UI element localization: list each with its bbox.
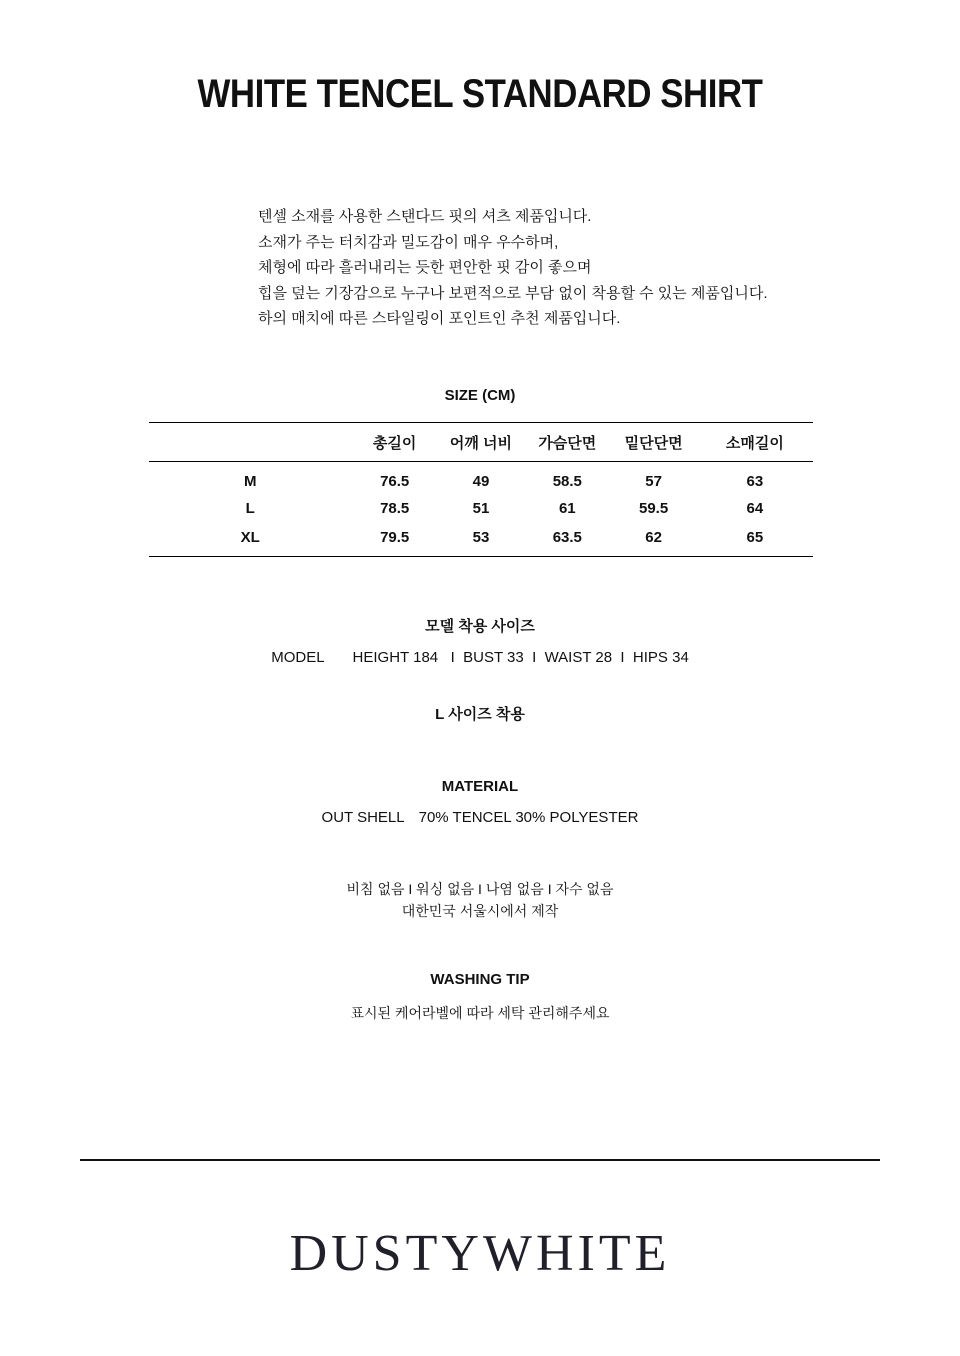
material-heading: MATERIAL — [441, 778, 519, 795]
description-line: 하의 매치에 따른 스타일링이 포인트인 추천 제품입니다. — [258, 310, 621, 327]
composition-value: 70% TENCEL 30% POLYESTER — [418, 809, 639, 826]
size-label: XL — [240, 528, 260, 546]
measurement-cell: 61 — [558, 500, 576, 518]
footer-divider — [80, 1159, 880, 1161]
model-specs — [0, 649, 960, 666]
measurement-cell: 63 — [746, 473, 764, 490]
table-row — [149, 525, 813, 557]
brand-logo: DUSTYWHITE — [289, 1225, 671, 1282]
measurement-cell: 78.5 — [380, 500, 410, 518]
description-line: 텐셀 소재를 사용한 스탠다드 핏의 셔츠 제품입니다. — [258, 208, 592, 225]
column-header: 밑단단면 — [610, 423, 696, 462]
column-header: 총길이 — [352, 423, 438, 462]
measurement-cell: 57 — [645, 473, 662, 490]
description-line: 힙을 덮는 기장감으로 누구나 보편적으로 부담 없이 착용할 수 있는 제품입니다. — [258, 284, 768, 302]
model-size-heading: 모델 착용 사이즈 — [425, 618, 535, 635]
model-label: MODEL — [271, 649, 325, 666]
wearing-size-label: L 사이즈 착용 — [435, 706, 525, 723]
size-table-header-row — [149, 423, 813, 462]
measurement-cell: 59.5 — [639, 500, 669, 518]
description-line: 소재가 주는 터치감과 밀도감이 매우 우수하며, — [258, 233, 559, 251]
measurement-cell: 51 — [472, 500, 490, 518]
washing-tip-heading: WASHING TIP — [430, 971, 530, 988]
shell-label: OUT SHELL — [321, 809, 405, 826]
origin-note: 대한민국 서울시에서 제작 — [401, 903, 559, 919]
size-label: L — [245, 500, 255, 518]
fabric-features: 비침 없음 I 워싱 없음 I 나염 없음 I 자수 없음 — [346, 881, 614, 897]
column-header: 가슴단면 — [524, 423, 610, 462]
product-description — [258, 204, 768, 332]
measurement-cell: 63.5 — [552, 528, 582, 546]
size-table — [149, 422, 813, 557]
size-table-corner-cell — [149, 423, 352, 462]
measurement-cell: 58.5 — [552, 473, 582, 490]
table-row — [149, 462, 813, 494]
table-row — [149, 493, 813, 525]
size-section-heading: SIZE (CM) — [444, 387, 516, 404]
measurement-cell: 79.5 — [380, 528, 410, 546]
measurement-cell: 49 — [472, 473, 490, 490]
column-header: 어깨 너비 — [438, 423, 524, 462]
measurement-cell: 65 — [746, 528, 764, 546]
washing-tip-text: 표시된 케어라벨에 따라 세탁 관리해주세요 — [350, 1005, 610, 1021]
page-title: WHITE TENCEL STANDARD SHIRT — [197, 72, 763, 116]
size-label: M — [244, 473, 257, 490]
model-measurements: HEIGHT 184 I BUST 33 I WAIST 28 I HIPS 34 — [352, 649, 689, 666]
measurement-cell: 64 — [746, 500, 764, 518]
material-composition — [0, 809, 960, 826]
measurement-cell: 53 — [472, 528, 490, 546]
description-line: 체형에 따라 흘러내리는 듯한 편안한 핏 감이 좋으며 — [258, 259, 592, 276]
measurement-cell: 62 — [645, 528, 662, 546]
column-header: 소매길이 — [697, 423, 813, 462]
measurement-cell: 76.5 — [380, 473, 410, 490]
